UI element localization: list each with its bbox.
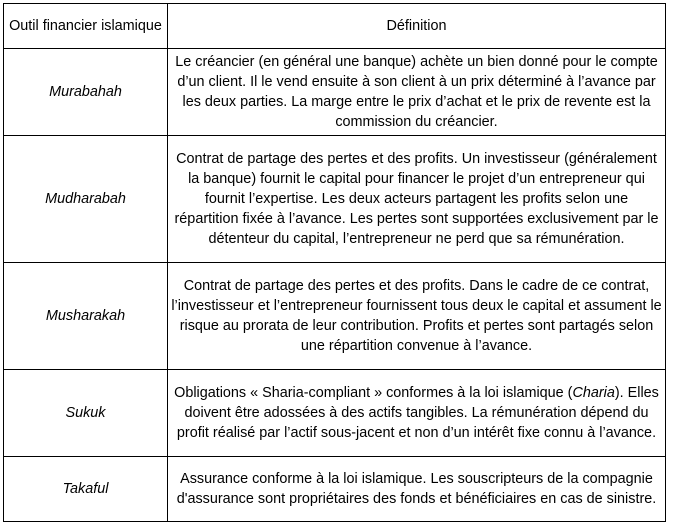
header-term: Outil financier islamique: [4, 4, 168, 49]
term-cell: Mudharabah: [4, 136, 168, 263]
definition-cell: Contrat de partage des pertes et des profits. Un investisseur (généralement la banque) fournit le capital pour financer le projet d’un entrepreneur qui fournit l’expertise. Les deux acteurs partagent les profits selon une répartition fixée à l’avance. Les pertes sont supportées exclusivement par le détenteur du capital, l’entrepreneur ne perd que sa rémunération.: [168, 136, 666, 263]
table-row: [4, 263, 666, 370]
term-cell: Sukuk: [4, 370, 168, 457]
term-cell: Takaful: [4, 457, 168, 522]
table-row: [4, 457, 666, 522]
definition-text-after: ). Elles doivent être adossées à des actifs tangibles. La rémunération dépend du profit réalisé par l’actif sous-jacent et non d’un intérêt fixe connu à l’avance.: [176, 385, 659, 441]
definition-cell: Contrat de partage des pertes et des profits. Dans le cadre de ce contrat, l’investisseur et l’entrepreneur fournissent tous deux le capital et assument le risque au prorata de leur contribution. Profits et pertes sont partagés selon une répartition convenue à l’avance.: [168, 263, 666, 370]
definition-cell: Le créancier (en général une banque) achète un bien donné pour le compte d’un client. Il le vend ensuite à son client à un prix déterminé à l’avance par les deux parties. La marge entre le prix d’achat et le prix de revente est la commission du créancier.: [168, 49, 666, 136]
header-definition: Définition: [168, 4, 666, 49]
table-row: [4, 370, 666, 457]
islamic-finance-table: [3, 3, 666, 522]
definition-cell: [168, 370, 666, 457]
term-cell: Musharakah: [4, 263, 168, 370]
table-header-row: [4, 4, 666, 49]
definition-text-italic: Charia: [572, 385, 615, 401]
definition-cell: Assurance conforme à la loi islamique. Les souscripteurs de la compagnie d'assurance sont propriétaires des fonds et bénéficiaires en cas de sinistre.: [168, 457, 666, 522]
term-cell: Murabahah: [4, 49, 168, 136]
definition-text-before: Obligations « Sharia-compliant » conformes à la loi islamique (: [174, 385, 573, 401]
table-row: [4, 49, 666, 136]
table-row: [4, 136, 666, 263]
